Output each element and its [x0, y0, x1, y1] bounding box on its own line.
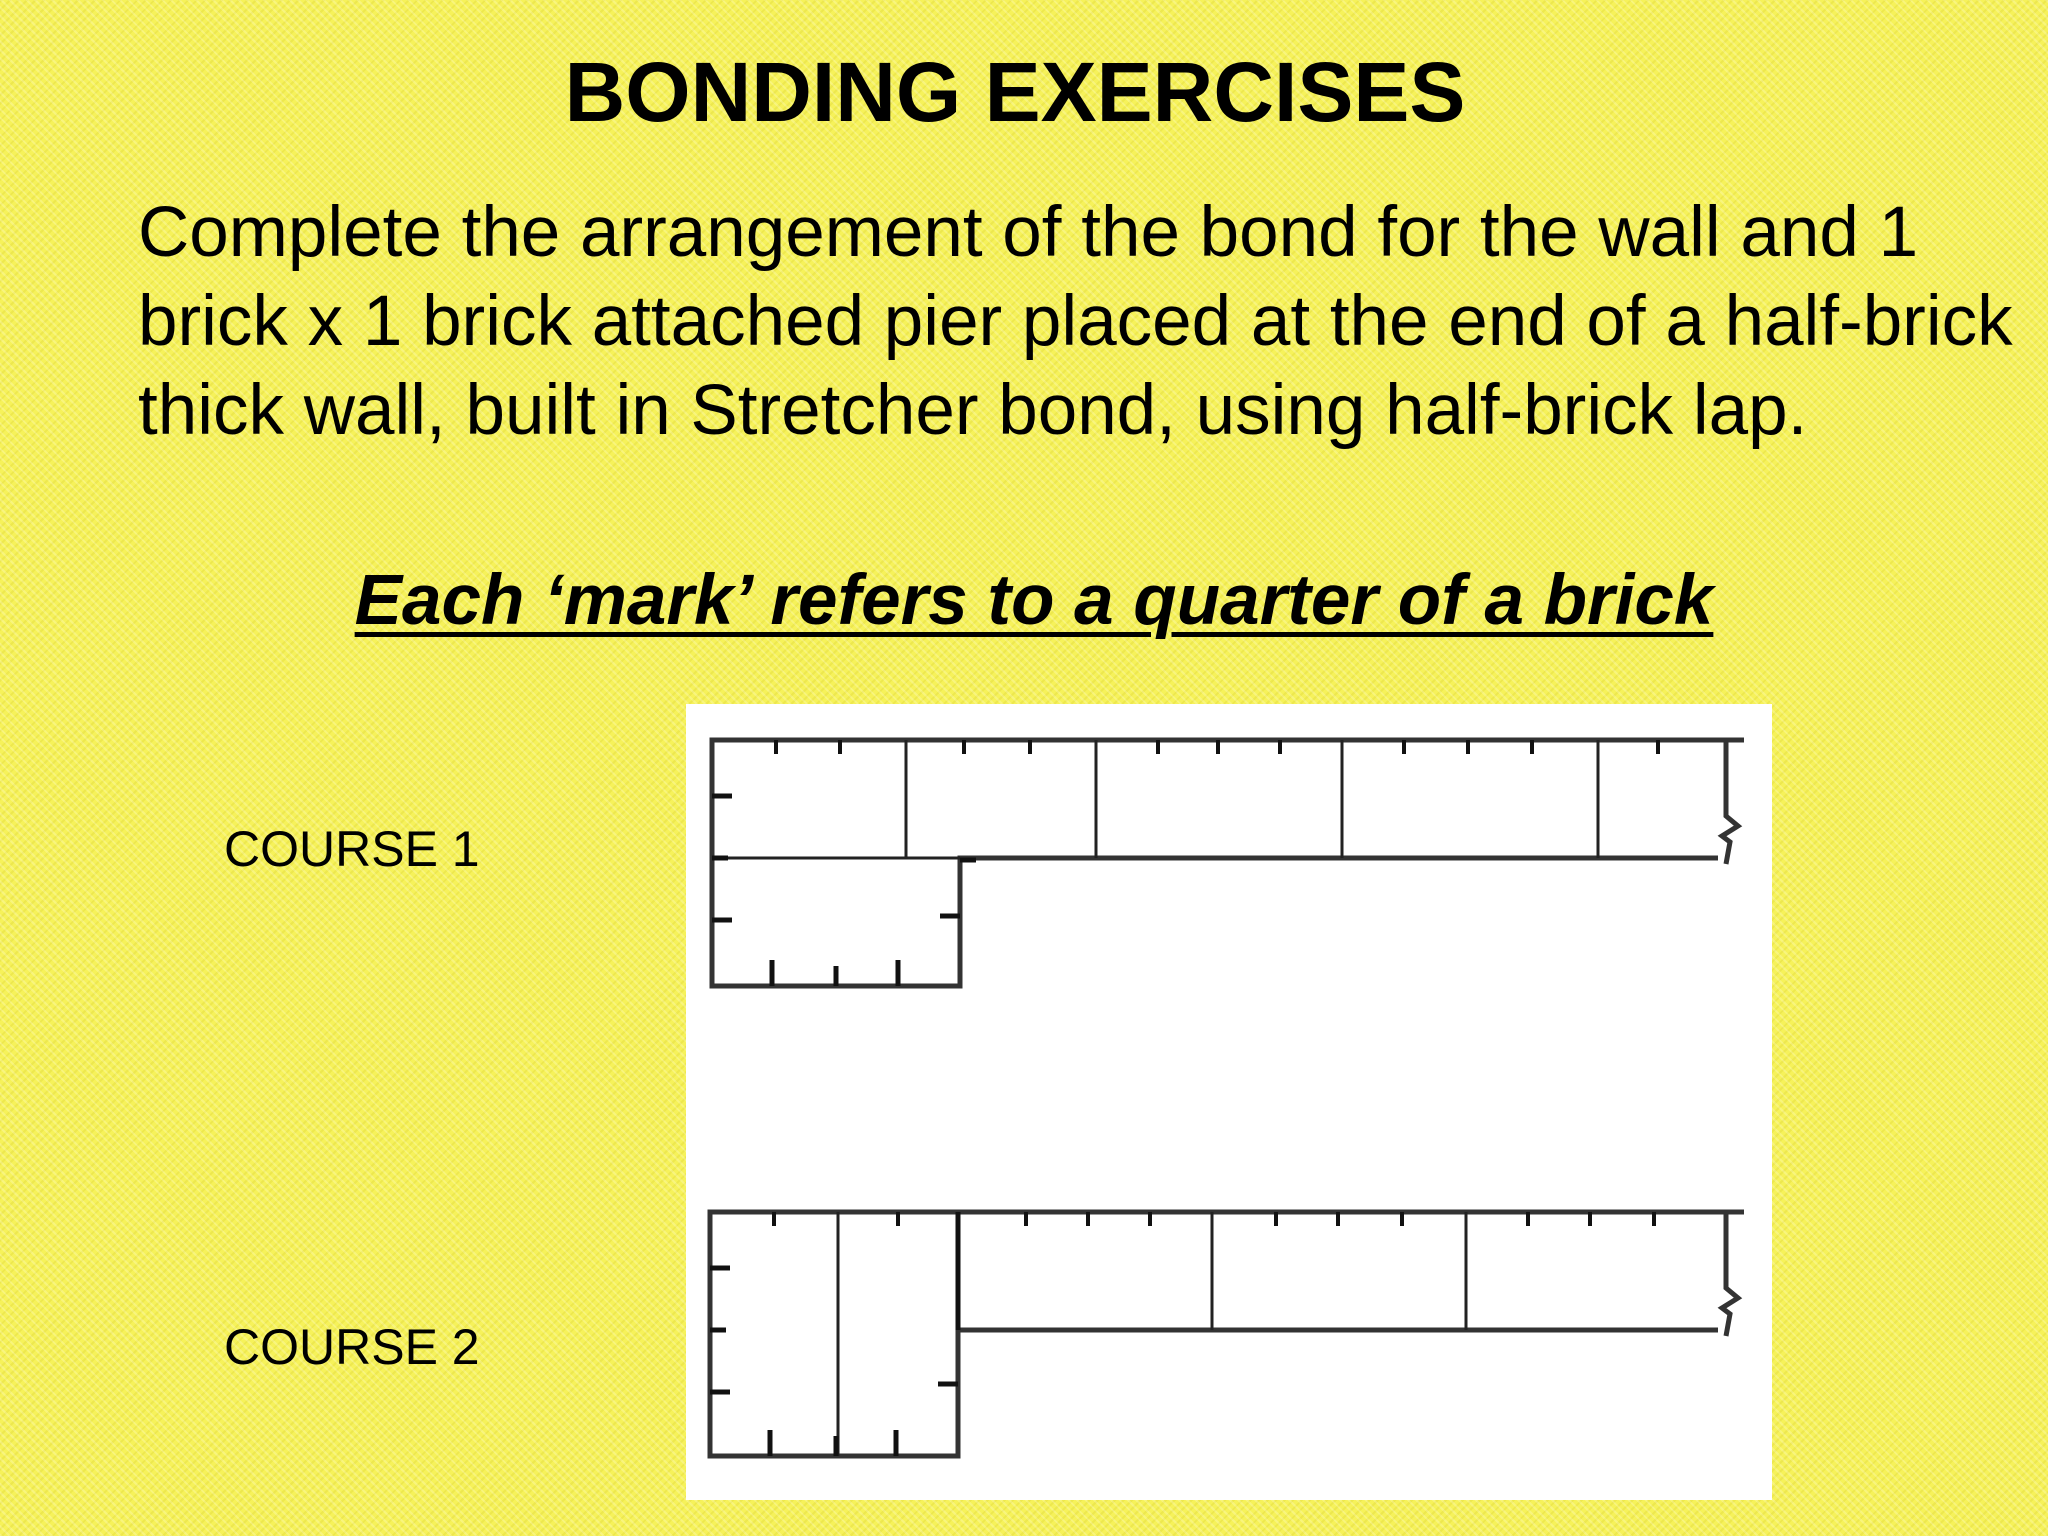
bond-diagram-panel: [686, 704, 1772, 1500]
course-2-plan: [710, 1212, 1744, 1456]
course-2-label: COURSE 2: [224, 1319, 480, 1375]
quarter-mark-note: Each ‘mark’ refers to a quarter of a brick: [354, 561, 1714, 640]
course-1-break-line: [1722, 740, 1738, 864]
bond-diagram: [686, 704, 1772, 1500]
course-1-plan: [712, 740, 1744, 986]
course-2-outline: [710, 1212, 1744, 1456]
course-2-break-line: [1722, 1212, 1738, 1336]
slide-title: BONDING EXERCISES: [564, 45, 1466, 139]
course-1-outline: [712, 740, 1744, 986]
course-1-label: COURSE 1: [224, 821, 480, 877]
instructions-text: Complete the arrangement of the bond for the wall and 1 brick x 1 brick attached pier placed at the end of a half-brick thick wall, built in Stretcher bond, using half-brick lap.: [138, 193, 2013, 450]
